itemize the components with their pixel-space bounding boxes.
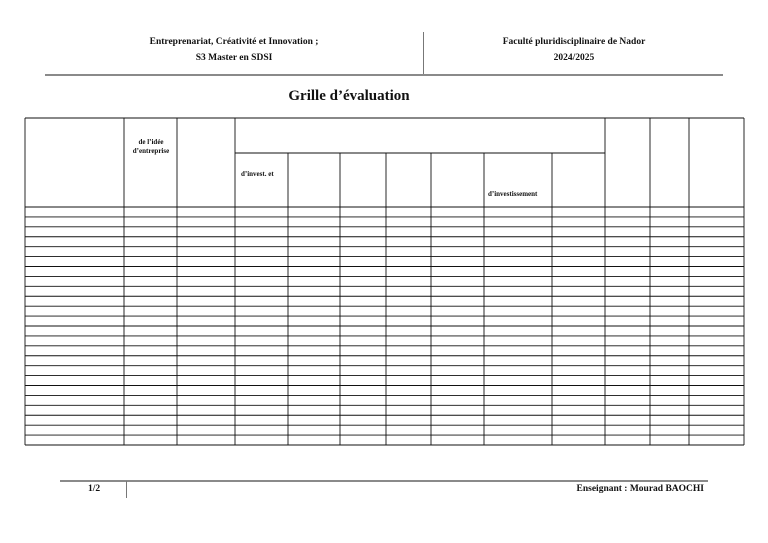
course-title: Entreprenariat, Créativité et Innovation ; (149, 37, 319, 47)
page-title: Grille d’évaluation (288, 88, 410, 104)
teacher-name: Enseignant : Mourad BAOCHI (576, 484, 704, 494)
program-name: S3 Master en SDSI (195, 53, 273, 63)
header-label-invest-et: d’invest. et (241, 170, 274, 178)
header-label-idee: de l’idée d’entreprise (132, 138, 170, 155)
page-number: 1/2 (88, 484, 101, 494)
footer-rule (60, 480, 708, 482)
footer-divider (126, 481, 127, 498)
header-label-investissement: d’investissement (488, 190, 538, 198)
faculty-name: Faculté pluridisciplinaire de Nador (502, 37, 646, 47)
academic-year: 2024/2025 (553, 53, 595, 63)
